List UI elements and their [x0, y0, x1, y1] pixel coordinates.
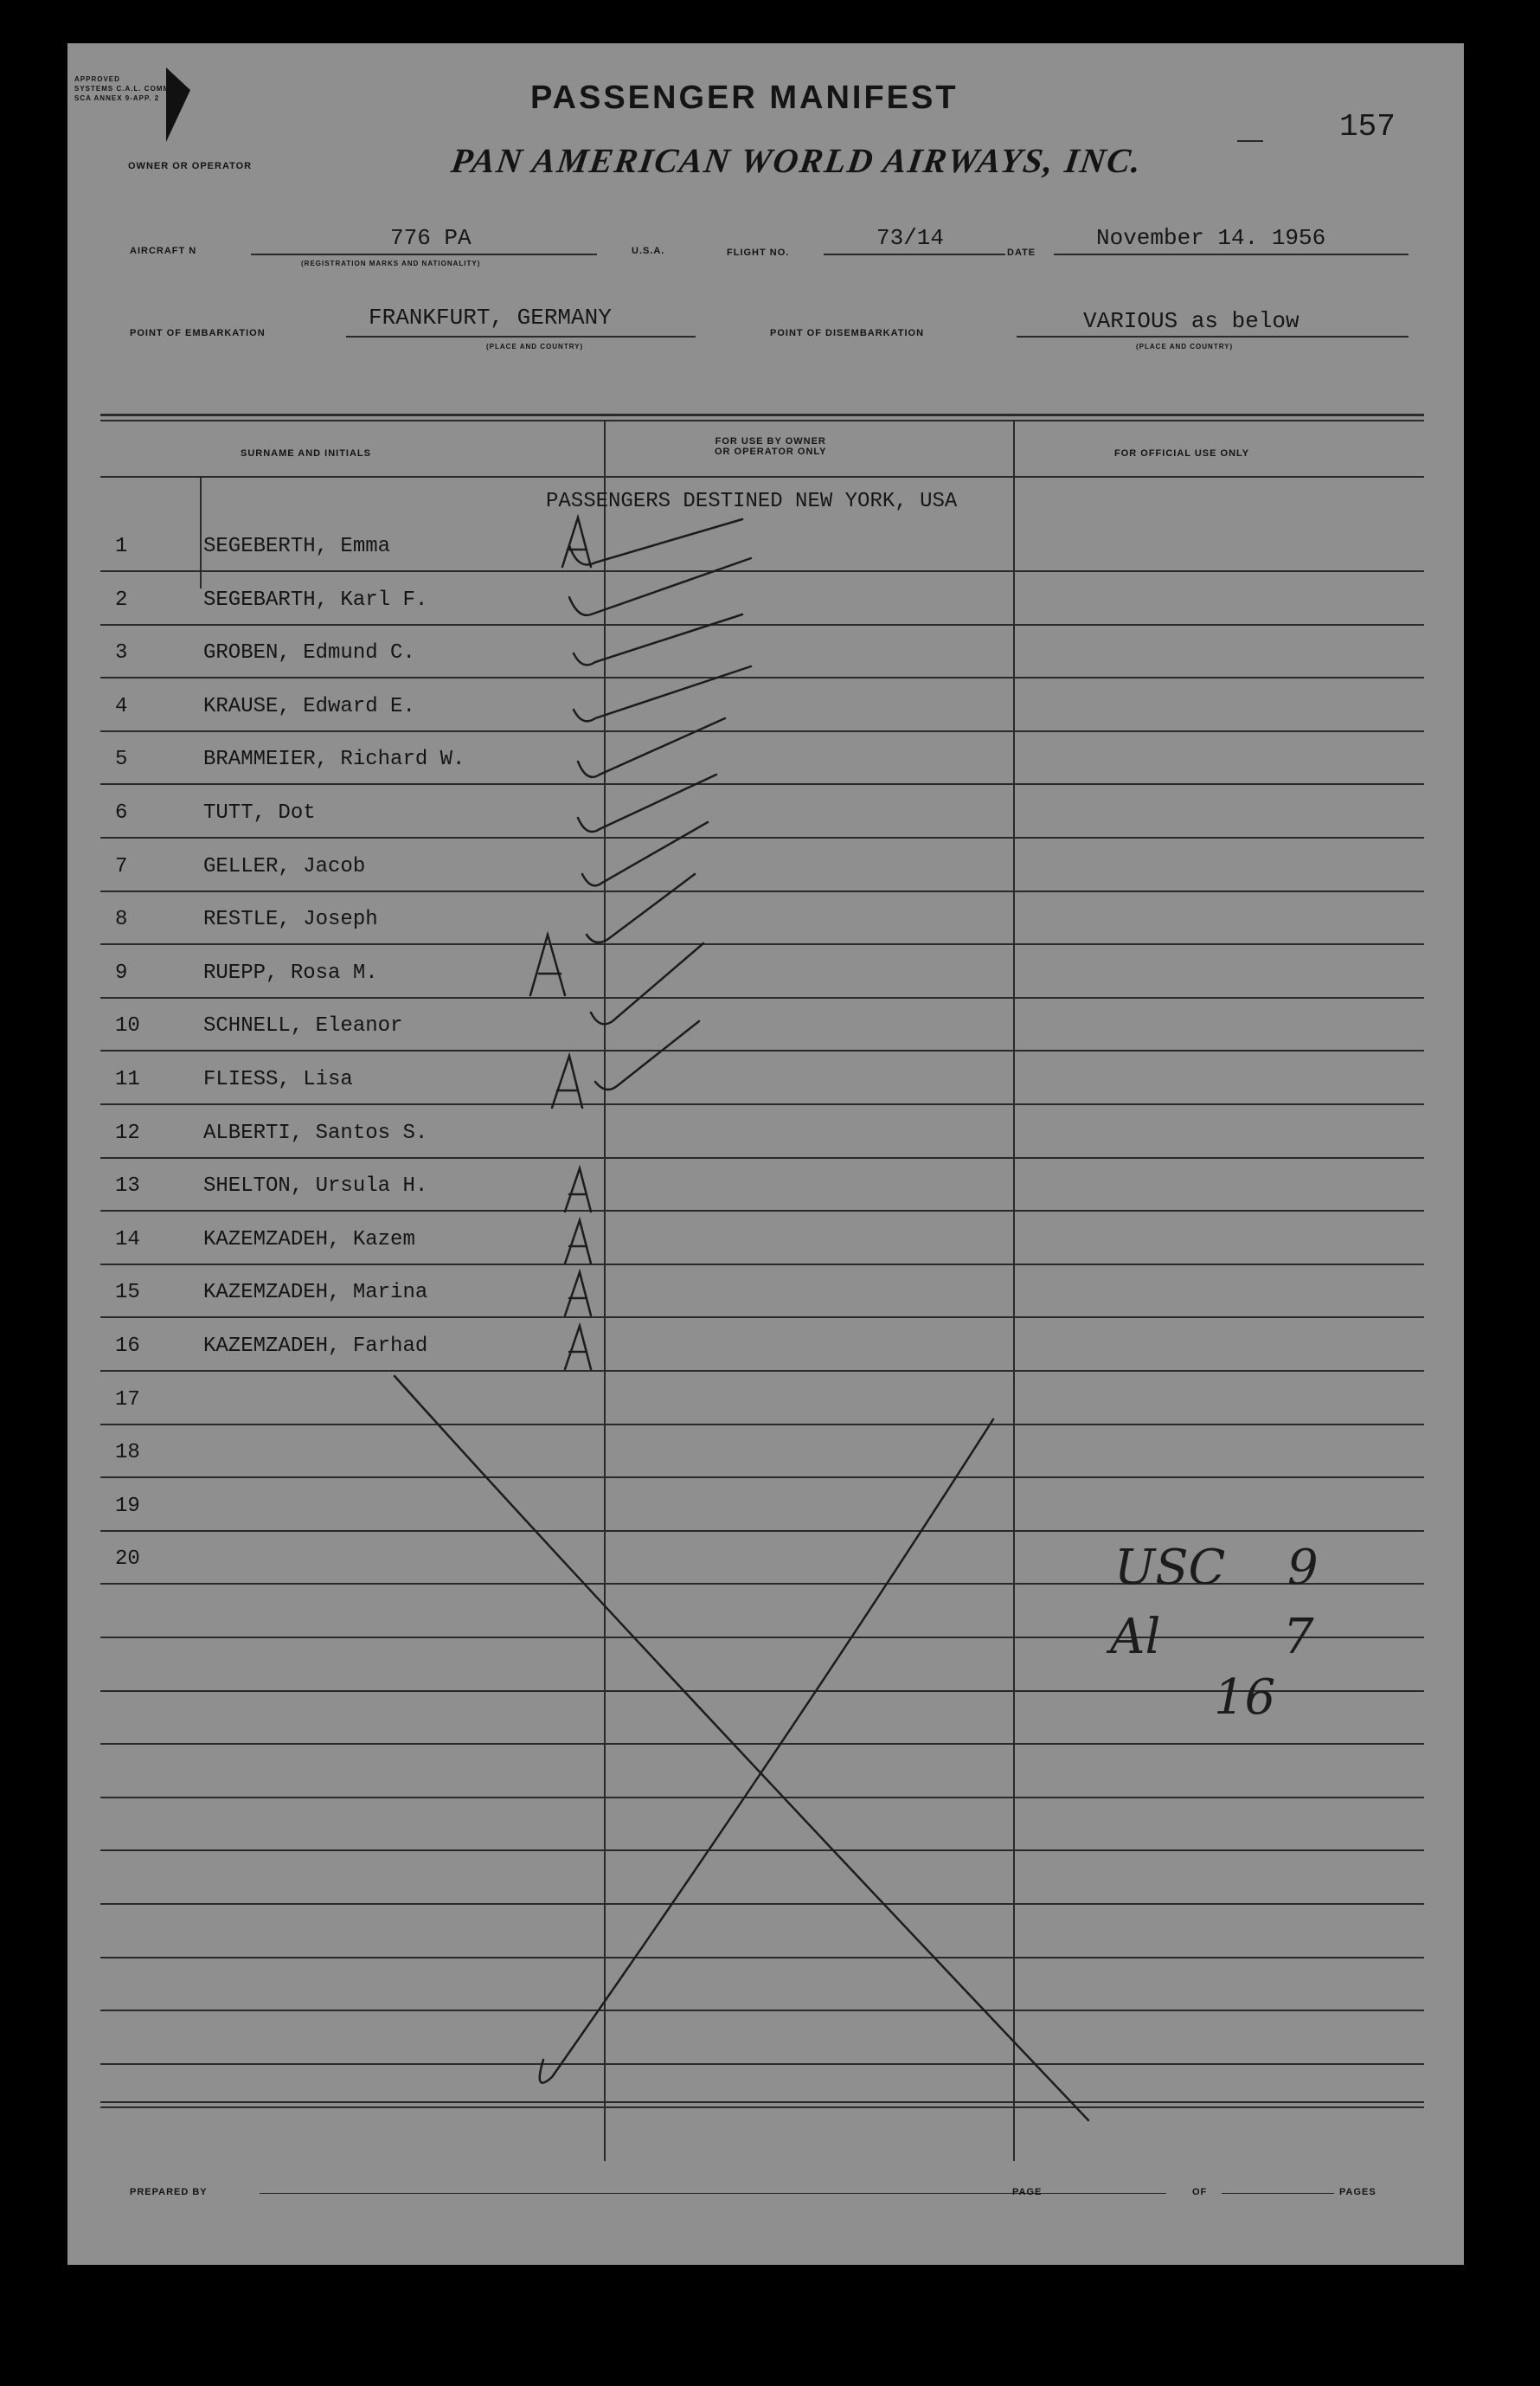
- owner-label: OWNER OR OPERATOR: [128, 161, 253, 171]
- header-official-use: FOR OFFICIAL USE ONLY: [1114, 448, 1250, 459]
- passenger-name: GELLER, Jacob: [203, 854, 366, 878]
- row-number: 19: [115, 1494, 140, 1518]
- row-number: 20: [115, 1547, 140, 1572]
- approval-line: SCA ANNEX 9-APP. 2: [74, 94, 160, 102]
- tally-usc-label: USC: [1114, 1540, 1226, 1596]
- row-number: 13: [115, 1174, 140, 1199]
- check-mark: [569, 558, 751, 615]
- cancel-line: [395, 1376, 1088, 2120]
- company-name: PAN AMERICAN WORLD AIRWAYS, INC.: [448, 141, 1145, 180]
- passenger-name: SEGEBERTH, Emma: [203, 535, 391, 558]
- manifest-title: PASSENGER MANIFEST: [530, 80, 959, 116]
- tally-usc-count: 9: [1287, 1540, 1319, 1596]
- row-number: 14: [115, 1227, 140, 1251]
- date-value: November 14. 1956: [1096, 225, 1326, 251]
- section-title: PASSENGERS DESTINED NEW YORK, USA: [546, 490, 958, 513]
- flight-no-label: FLIGHT NO.: [727, 248, 790, 258]
- row-number: 9: [115, 961, 128, 985]
- row-number: 17: [115, 1387, 140, 1412]
- disembarkation-value: VARIOUS as below: [1083, 308, 1299, 334]
- aircraft-label: AIRCRAFT N: [130, 246, 197, 256]
- date-label: DATE: [1007, 248, 1036, 258]
- header-owner-line: OR OPERATOR ONLY: [715, 447, 827, 457]
- passenger-name: KAZEMZADEH, Marina: [203, 1281, 428, 1305]
- embarkation-caption: (PLACE AND COUNTRY): [486, 343, 584, 351]
- a-mark: [565, 1326, 591, 1369]
- passenger-name: BRAMMEIER, Richard W.: [203, 748, 465, 772]
- approval-line: APPROVED: [74, 75, 120, 83]
- row-number: 1: [115, 535, 128, 558]
- aircraft-caption: (REGISTRATION MARKS AND NATIONALITY): [301, 260, 481, 267]
- a-mark: [565, 1272, 591, 1315]
- check-mark: [569, 519, 742, 565]
- check-mark: [574, 666, 751, 721]
- manifest-sheet: [67, 43, 1464, 2265]
- passenger-name: SCHNELL, Eleanor: [203, 1014, 403, 1039]
- aircraft-value: 776 PA: [390, 225, 472, 251]
- tally-total: 16: [1214, 1669, 1276, 1726]
- page-number: 157: [1339, 109, 1396, 145]
- header-owner-line: FOR USE BY OWNER: [715, 436, 826, 447]
- tally-al-label: Al: [1110, 1609, 1161, 1665]
- check-mark: [587, 874, 695, 942]
- passenger-name: KAZEMZADEH, Farhad: [203, 1334, 428, 1358]
- row-number: 7: [115, 854, 128, 878]
- country-label: U.S.A.: [632, 246, 665, 256]
- row-number: 10: [115, 1014, 140, 1039]
- passenger-name: KRAUSE, Edward E.: [203, 694, 415, 718]
- row-number: 5: [115, 748, 128, 772]
- header-surname: SURNAME AND INITIALS: [241, 448, 371, 459]
- a-mark: [565, 1220, 591, 1264]
- row-number: 12: [115, 1121, 140, 1145]
- passenger-name: RESTLE, Joseph: [203, 908, 378, 932]
- passenger-name: SEGEBARTH, Karl F.: [203, 588, 428, 612]
- approval-line: SYSTEMS C.A.L. COMM.: [74, 85, 173, 93]
- prepared-by-label: PREPARED BY: [130, 2187, 208, 2197]
- disembarkation-label: POINT OF DISEMBARKATION: [770, 328, 925, 338]
- row-number: 15: [115, 1281, 140, 1305]
- passenger-name: SHELTON, Ursula H.: [203, 1174, 428, 1199]
- of-label: OF: [1192, 2187, 1208, 2197]
- tally-al-count: 7: [1283, 1609, 1314, 1665]
- pages-label: PAGES: [1339, 2187, 1376, 2197]
- passenger-name: RUEPP, Rosa M.: [203, 961, 378, 985]
- check-mark: [578, 775, 716, 832]
- check-mark: [582, 822, 708, 885]
- passenger-name: KAZEMZADEH, Kazem: [203, 1227, 415, 1251]
- row-number: 11: [115, 1068, 140, 1091]
- row-number: 8: [115, 908, 128, 932]
- embarkation-value: FRANKFURT, GERMANY: [369, 305, 612, 331]
- row-number: 18: [115, 1441, 140, 1465]
- row-number: 6: [115, 801, 128, 825]
- embarkation-label: POINT OF EMBARKATION: [130, 328, 266, 338]
- passenger-name: GROBEN, Edmund C.: [203, 641, 415, 666]
- a-mark: [530, 935, 565, 995]
- row-number: 2: [115, 588, 128, 612]
- passenger-name: TUTT, Dot: [203, 801, 316, 825]
- disembarkation-caption: (PLACE AND COUNTRY): [1136, 343, 1234, 351]
- check-mark: [595, 1021, 699, 1090]
- a-mark: [552, 1056, 582, 1108]
- check-mark: [578, 718, 725, 777]
- cancel-line: [540, 1419, 993, 2083]
- row-number: 3: [115, 641, 128, 666]
- passenger-name: ALBERTI, Santos S.: [203, 1121, 428, 1145]
- row-number: 16: [115, 1334, 140, 1358]
- flight-no-value: 73/14: [876, 225, 945, 251]
- handwritten-marks: [67, 43, 1464, 2265]
- check-mark: [591, 943, 703, 1024]
- passenger-name: FLIESS, Lisa: [203, 1068, 353, 1091]
- a-mark: [565, 1168, 591, 1212]
- check-mark: [574, 614, 742, 665]
- page-label: PAGE: [1012, 2187, 1043, 2197]
- row-number: 4: [115, 694, 128, 718]
